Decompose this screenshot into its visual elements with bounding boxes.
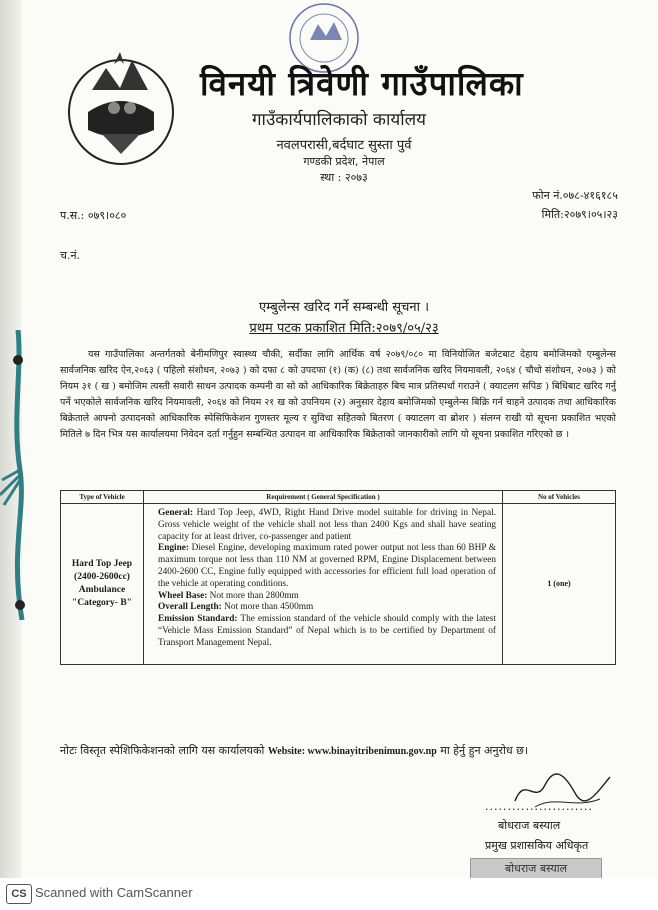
spec-label-wheelbase: Wheel Base: [158,590,208,601]
note-prefix: नोटः विस्तृत स्पेशिफिकेशनको लागि यस कार्यालयको [60,744,268,757]
signature-line: ........................ [485,800,593,813]
camscanner-label: Scanned with CamScanner [35,885,193,900]
header-count: No of Vehicles [503,491,616,504]
municipality-title: विनयी त्रिवेणी गाउँपालिका [200,64,524,103]
vehicle-spec [144,504,503,665]
name-stamp: बोधराज बस्याल [470,858,602,880]
specification-table [60,490,616,665]
letter-date: मिति:२०७९।०५।२३ [541,208,618,221]
signatory-name: बोधराज बस्याल [498,819,561,832]
table-header-row [61,491,616,504]
vehicle-count: 1 (one) [503,504,616,665]
notice-subject: एम्बुलेन्स खरिद गर्ने सम्बन्धी सूचना । [259,300,429,315]
spec-text-wheelbase: Not more than 2800mm [207,590,299,601]
website-link[interactable]: Website: www.binayitribenimun.gov.np [267,746,437,757]
header-type: Type of Vehicle [61,491,144,504]
phone-number: फोन नं.०७८-४१६१८५ [532,189,618,202]
office-name: गाउँकार्यपालिकाको कार्यालय [251,110,427,130]
reference-ps: प.स.: ०७९।०८० [60,209,127,222]
publish-date: प्रथम पटक प्रकाशित मिति:२०७९/०५/२३ [249,321,439,336]
reference-cn: च.नं. [60,249,81,262]
spec-text-general: Hard Top Jeep, 4WD, Right Hand Drive model suitable for driving in Nepal. Gross vehicle weight of the vehicle shall not less than 2400 Kgs and shall have seating capacity for at least driver, co-passenger and patient [158,508,496,542]
notice-body: यस गाउँपालिका अन्तर्गतको बेनीमणिपुर स्वास्थ्य चौकी, सर्दीका लागि आर्थिक वर्ष २०७९/०८० मा विनियोजित बजेटबाट देहाय बमोजिमको एम्बुलेन्स सार्वजनिक खरिद ऐन,२०६३ ( पहिलो संशोधन, २०७३ ) को दफा ८ को उपदफा (१) (क) (८) तथा सार्वजनिक खरिद नियमावली, २०६४ ( चौधो संशोधन, २०७३ ) को नियम ३१ ( ख ) बमोजिम त्यस्ती सवारी साधन उत्पादक कम्पनी वा सो को आधिकारिक बिक्रेताहरु बिच मात्र प्रतिस्पर्धा गराउने ( क्याटलग सपिङ ) बिधिबाट खरिद गर्नु पर्ने भएकोले सार्वजनिक खरिद नियमावली, २०६४ को नियम २१ ख को उपनियम (२) अनुसार देहाय बमोजिमको एम्बुलेन्स बिक्रि गर्न चाहने उत्पादक तथा आधिकारिक बिक्रेताले आफ्नो उत्पादनको आधिकारिक स्पेसिफिकेशन गुणस्तर मूल्य र सुविधा सहितको बितरण ( क्याटलग वा ब्रोशर ) संलग्न राखी यो सूचना प्रकाशित भएको मितिले ७ दिन भित्र यस कार्यालयमा निवेदन दर्ता गर्नुहुन सम्बन्धित उत्पादन वा आधिकारिक बिक्रेताको जानकारीको लागि यो सूचना प्रकाशित गरिएको छ । [60,349,616,440]
office-address: नवलपरासी,बर्दघाट सुस्ता पुर्व [276,138,412,153]
province: गण्डकी प्रदेश, नेपाल [303,155,385,168]
spec-label-engine: Engine: [158,543,189,554]
binding-thread [0,330,40,620]
spec-text-length: Not more than 4500mm [221,602,314,613]
table-row [61,504,616,665]
camscanner-icon: CS [6,884,32,904]
signatory-designation: प्रमुख प्रशासकिय अधिकृत [485,839,589,852]
spec-label-general: General: [158,508,194,518]
header-requirement: Requirement ( General Specification ) [144,491,503,504]
spec-text-engine: Diesel Engine, developing maximum rated power output not less than 60 BHP & maximum torque not less than 110 NM at governed RPM, Engine Displacement between 2400-2600 CC, Engine fully equipped with accessories for efficient full load operation of the vehicle at operating conditions. [158,543,496,589]
footer-note [60,743,630,758]
spec-text-emission: The emission standard of the vehicle should comply with the latest “Vehicle Mass Emission Standard” of Nepal which is to be certified by Department of Transport Management Nepal. [158,614,496,648]
spec-label-emission: Emission Standard: [158,614,238,625]
note-suffix: मा हेर्नु हुन अनुरोध छ। [436,744,529,757]
vehicle-type: Hard Top Jeep (2400-2600cc) Ambulance "Category- B" [61,504,144,665]
spec-label-length: Overall Length: [158,602,222,613]
established: स्था : २०७३ [320,171,368,184]
